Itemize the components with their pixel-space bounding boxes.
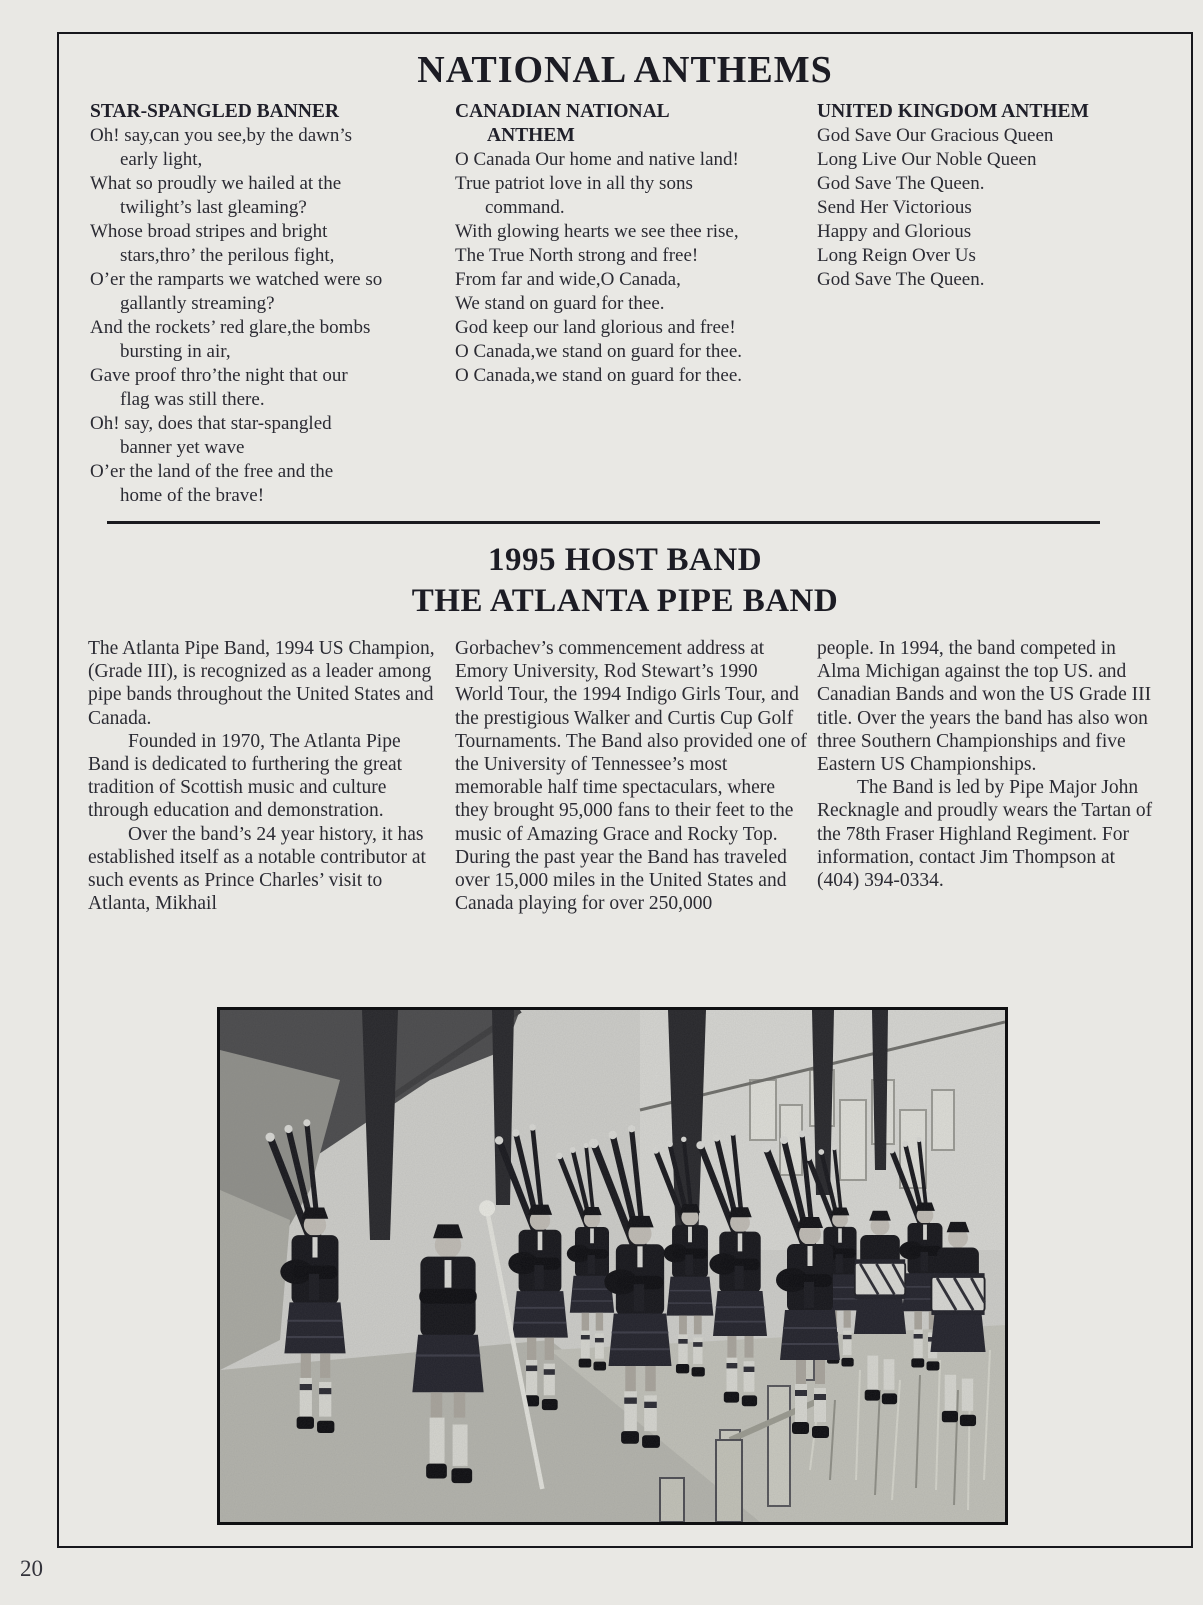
anthem-line: With glowing hearts we see thee rise, bbox=[455, 221, 739, 242]
anthem-line: Whose broad stripes and bright bbox=[90, 221, 328, 242]
pipe-band-photo-illustration bbox=[220, 1010, 1005, 1522]
anthem-heading bbox=[455, 100, 807, 148]
anthem-line: bursting in air, bbox=[120, 341, 231, 362]
anthem-line: Long Live Our Noble Queen bbox=[817, 149, 1037, 170]
anthem-line: Oh! say, does that star-spangled bbox=[90, 413, 332, 434]
anthem-line: And the rockets’ red glare,the bombs bbox=[90, 317, 371, 338]
anthem-line: twilight’s last gleaming? bbox=[120, 197, 307, 218]
anthem-line: O Canada,we stand on guard for thee. bbox=[455, 341, 743, 362]
anthem-line: God Save The Queen. bbox=[817, 269, 985, 290]
anthem-line: We stand on guard for thee. bbox=[455, 293, 665, 314]
anthem-line: Long Reign Over Us bbox=[817, 245, 976, 266]
anthem-line: Happy and Glorious bbox=[817, 221, 972, 242]
anthem-line: O’er the land of the free and the bbox=[90, 461, 334, 482]
anthem-line: The True North strong and free! bbox=[455, 245, 699, 266]
anthem-line: stars,thro’ the perilous fight, bbox=[120, 245, 335, 266]
host-band-title-line1: 1995 HOST BAND bbox=[487, 542, 763, 578]
anthem-united-kingdom bbox=[817, 100, 1152, 292]
section-title-national-anthems: NATIONAL ANTHEMS bbox=[417, 49, 833, 91]
section-title-host-band bbox=[57, 540, 1193, 622]
anthem-line: Gave proof thro’the night that our bbox=[90, 365, 348, 386]
anthem-heading bbox=[90, 100, 448, 124]
article-column-1 bbox=[88, 637, 435, 915]
anthem-line: God keep our land glorious and free! bbox=[455, 317, 736, 338]
anthem-heading bbox=[817, 100, 1152, 124]
article-paragraph: The Atlanta Pipe Band, 1994 US Champion, (Grade III), is recognized as a leader among pipe bands throughout the United States and Canada. bbox=[88, 638, 435, 729]
anthem-line: banner yet wave bbox=[120, 437, 245, 458]
anthem-line: early light, bbox=[120, 149, 203, 170]
anthem-line: Oh! say,can you see,by the dawn’s bbox=[90, 125, 353, 146]
anthem-line: Send Her Victorious bbox=[817, 197, 972, 218]
anthem-heading-line: STAR-SPANGLED BANNER bbox=[90, 101, 340, 122]
anthem-line: God Save Our Gracious Queen bbox=[817, 125, 1054, 146]
article-paragraph: The Band is led by Pipe Major John Recknagle and proudly wears the Tartan of the 78th Fraser Highland Regiment. For information, contact Jim Thompson at (404) 394-0334. bbox=[817, 777, 1153, 892]
anthem-line: What so proudly we hailed at the bbox=[90, 173, 342, 194]
anthem-lyrics bbox=[90, 124, 448, 508]
host-band-title-line2: THE ATLANTA PIPE BAND bbox=[411, 583, 839, 619]
anthem-line: O Canada,we stand on guard for thee. bbox=[455, 365, 743, 386]
anthem-lyrics bbox=[455, 148, 807, 388]
anthem-canadian-national bbox=[455, 100, 807, 388]
pipe-band-photograph bbox=[217, 1007, 1008, 1525]
article-paragraph: Gorbachev’s commencement address at Emory University, Rod Stewart’s 1990 World Tour, the 1994 Indigo Girls Tour, and the prestigious Walker and Curtis Cup Golf Tournaments. The Band also provided one of the University of Tennessee’s most memorable half time spectaculars, where they brought 95,000 fans to their feet to the music of Amazing Grace and Rocky Top. During the past year the Band has traveled over 15,000 miles in the United States and Canada playing for over 250,000 bbox=[455, 638, 807, 915]
anthem-line: From far and wide,O Canada, bbox=[455, 269, 681, 290]
anthem-line: O’er the ramparts we watched were so bbox=[90, 269, 383, 290]
anthem-star-spangled-banner bbox=[90, 100, 448, 508]
anthem-heading-line: CANADIAN NATIONAL bbox=[455, 101, 670, 122]
anthem-lyrics bbox=[817, 124, 1152, 292]
article-paragraph: Founded in 1970, The Atlanta Pipe Band is dedicated to furthering the great tradition of Scottish music and culture through education and demonstration. bbox=[88, 730, 403, 822]
anthem-line: O Canada Our home and native land! bbox=[455, 149, 739, 170]
anthem-line: gallantly streaming? bbox=[120, 293, 275, 314]
anthem-heading-line: UNITED KINGDOM ANTHEM bbox=[817, 101, 1089, 122]
article-paragraph: Over the band’s 24 year history, it has established itself as a notable contributor at such events as Prince Charles’ visit to Atlanta, Mikhail bbox=[88, 823, 426, 915]
anthem-line: True patriot love in all thy sons bbox=[455, 173, 693, 194]
section-divider-rule bbox=[107, 521, 1100, 524]
article-column-2 bbox=[455, 637, 807, 915]
anthem-line: home of the brave! bbox=[120, 485, 265, 506]
article-column-3 bbox=[817, 637, 1159, 892]
anthem-line: command. bbox=[485, 197, 565, 218]
article-paragraph: people. In 1994, the band competed in Alma Michigan against the top US. and Canadian Bands and won the US Grade III title. Over the years the band has also won three Southern Championships and five Eastern US Championships. bbox=[817, 638, 1152, 776]
page-number: 20 bbox=[20, 1556, 43, 1581]
anthem-line: flag was still there. bbox=[120, 389, 265, 410]
anthem-heading-line: ANTHEM bbox=[487, 125, 575, 146]
anthem-line: God Save The Queen. bbox=[817, 173, 985, 194]
